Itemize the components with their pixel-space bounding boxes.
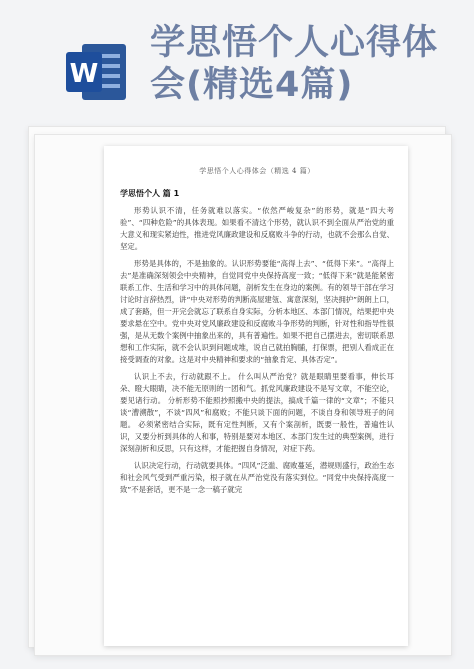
- paragraph-1: 形势认识不清，任务就难以落实。“依然严峻复杂”的形势，就是“四大考验”、“四种危险”的具体表现。如果看不清这个形势，就认识不到全面从严治党的重大意义和现实紧迫性，推进党风廉政建设和反腐败斗争的行动，也就不会那么自觉、坚定。: [120, 206, 394, 251]
- document-title: 学思悟个人心得体会(精选4篇): [150, 23, 439, 105]
- paragraph-3: 认识上不去，行动就跟不上。 什么叫从严治党？就是眼睛里要看事，伸长耳朵、瞪大眼睛，决不能无原则的一团和气。抓党风廉政建设不是写文章，不能空论，要见诸行动。 分析形势不能照抄照搬中央的提法，搞成千篇一律的“文章”；不能只谈“漕溯散”，不谈“四风”和腐败；不能只谈下面的问题，不谈自身和领导班子的问题。 必须紧密结合实际，既有定性判断，又有个案剖析，既要一般性，普遍性认识，又要分析到具体的人和事，特别是要对本地区、本部门发生过的典型案例，进行深刻剖析和反思，只有这样，才能把握自身情况，对症下药。: [120, 372, 394, 453]
- paragraph-4: 认识决定行动，行动就要具体。“四风”泛滥、腐败蔓延，潜规则盛行，政治生态和社会风气受到严重污染，根子就在从严治党没有落实到位。“同党中央保持高度一致”不是套话，更不是一念一稿子就完: [120, 461, 394, 494]
- word-logo-letter: W: [69, 59, 99, 89]
- word-document-icon: [64, 40, 128, 104]
- section-title: 学思悟个人 篇 1: [120, 189, 180, 198]
- page-header: 学思悟个人心得体会（精选 4 篇）: [199, 167, 315, 175]
- document-page: [104, 146, 408, 646]
- paragraph-2: 形势是具体的，不是抽象的。认识形势要能“高得上去”、“低得下来”。“高得上去”是准确深刻领会中央精神，自觉同党中央保持高度一致；“低得下来”就是能紧密联系工作、生活和学习中的具体问题，剖析发生在身边的案例。有的领导干部在学习讨论时言辞热烈，讲“中央对形势的判断高屋建瓴、寓意深刻，坚决拥护”朗朗上口，成了套路，但一开完会就忘了联系自身实际，分析本地区、本部门情况，结果把中央要求悬在空中。党中央对党风廉政建设和反腐败斗争形势的判断，针对性和指导性很强，是从无数个案例中抽象出来的，具有普遍性。如果不把自己摆进去，密切联系思想和工作实际，就不会认识到问题成堆，说自己就拍胸脯，打保票，把别人看成正在接受调查的对象。这是对中央精神和要求的“抽象肯定、具体否定”。: [120, 259, 394, 364]
